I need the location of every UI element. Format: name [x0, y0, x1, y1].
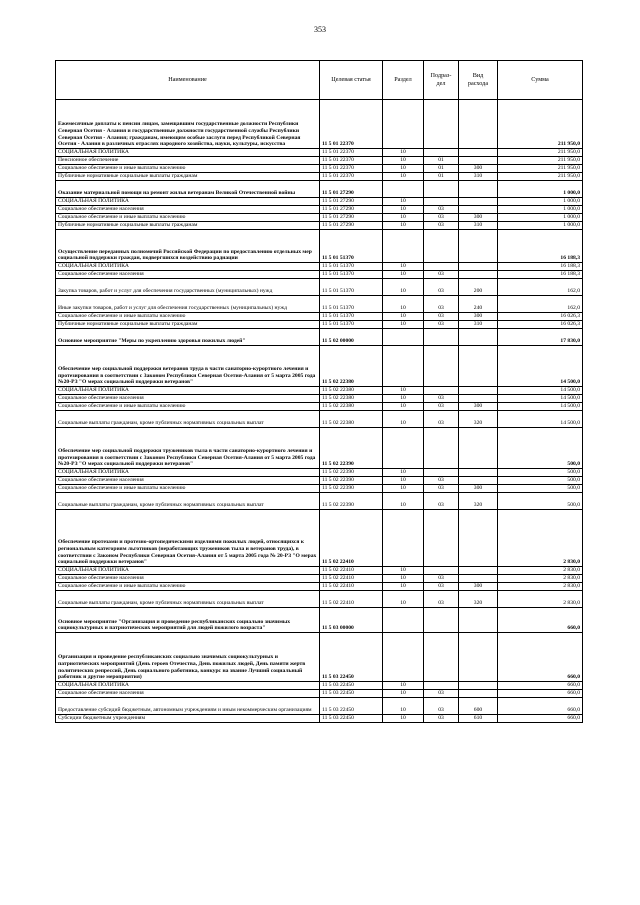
- cell-amount: 660,0: [498, 698, 583, 715]
- cell-target-code: 11 5 03 22450: [320, 633, 383, 682]
- cell-subsection: 01: [424, 173, 459, 181]
- cell-amount: 211 950,0: [498, 165, 583, 173]
- cell-section: [383, 510, 424, 567]
- cell-section: 10: [383, 469, 424, 477]
- cell-amount: 660,0: [498, 633, 583, 682]
- cell-section: [383, 100, 424, 149]
- table-row: [56, 157, 583, 165]
- cell-expense-type: [459, 387, 498, 395]
- cell-section: 10: [383, 698, 424, 715]
- cell-amount: 500,0: [498, 428, 583, 469]
- cell-section: 10: [383, 206, 424, 214]
- cell-target-code: 11 5 02 22380: [320, 411, 383, 428]
- header-name: Наименование: [56, 61, 320, 100]
- cell-section: 10: [383, 313, 424, 321]
- cell-section: 10: [383, 263, 424, 271]
- cell-target-code: 11 5 02 22390: [320, 469, 383, 477]
- table-row: [56, 510, 583, 567]
- table-row: [56, 567, 583, 575]
- cell-subsection: 03: [424, 395, 459, 403]
- table-row: [56, 296, 583, 313]
- cell-name: Осуществление переданных полномочий Российской Федерации по предоставлению отдельных мер социальной поддержки граждан, подвергшихся воздействию радиации: [56, 230, 320, 263]
- table-row: [56, 346, 583, 387]
- cell-target-code: 11 5 03 22450: [320, 698, 383, 715]
- cell-amount: 2 830,0: [498, 591, 583, 608]
- cell-expense-type: [459, 206, 498, 214]
- cell-subsection: [424, 387, 459, 395]
- cell-target-code: 11 5 01 51370: [320, 263, 383, 271]
- cell-amount: 660,0: [498, 715, 583, 723]
- cell-section: [383, 230, 424, 263]
- table-row: [56, 149, 583, 157]
- cell-expense-type: [459, 682, 498, 690]
- cell-expense-type: [459, 633, 498, 682]
- cell-amount: 500,0: [498, 485, 583, 493]
- cell-target-code: 11 5 01 22370: [320, 100, 383, 149]
- cell-name: Обеспечение мер социальной поддержки ветеранов труда в части санаторно-курортного лечения и протезирования в соответствии с Законом Республики Северная Осетия-Алания от 5 марта 2005 года №20-РЗ "О мерах социальной поддержки ветеранов": [56, 346, 320, 387]
- cell-name: Социальное обеспечение населения: [56, 271, 320, 279]
- cell-target-code: 11 5 01 51370: [320, 296, 383, 313]
- cell-name: Социальное обеспечение населения: [56, 690, 320, 698]
- cell-subsection: 03: [424, 222, 459, 230]
- table-row: [56, 575, 583, 583]
- cell-name: Закупка товаров, работ и услуг для обеспечения государственных (муниципальных) нужд: [56, 279, 320, 296]
- cell-section: 10: [383, 279, 424, 296]
- cell-amount: 14 500,0: [498, 403, 583, 411]
- cell-section: 10: [383, 271, 424, 279]
- cell-target-code: 11 5 02 22390: [320, 477, 383, 485]
- table-row: [56, 682, 583, 690]
- cell-subsection: 03: [424, 698, 459, 715]
- cell-subsection: [424, 149, 459, 157]
- cell-expense-type: [459, 271, 498, 279]
- cell-subsection: [424, 428, 459, 469]
- cell-subsection: 03: [424, 690, 459, 698]
- cell-amount: 500,0: [498, 477, 583, 485]
- cell-expense-type: 320: [459, 591, 498, 608]
- cell-subsection: [424, 198, 459, 206]
- cell-subsection: 03: [424, 411, 459, 428]
- cell-amount: 17 830,0: [498, 329, 583, 346]
- cell-name: Основное мероприятие "Меры по укреплению здоровья пожилых людей": [56, 329, 320, 346]
- table-row: [56, 469, 583, 477]
- cell-section: [383, 181, 424, 198]
- cell-name: Социальное обеспечение и иные выплаты населению: [56, 214, 320, 222]
- cell-subsection: 03: [424, 296, 459, 313]
- cell-expense-type: 310: [459, 321, 498, 329]
- table-row: [56, 100, 583, 149]
- cell-name: Социальное обеспечение населения: [56, 477, 320, 485]
- cell-expense-type: 300: [459, 313, 498, 321]
- table-row: [56, 321, 583, 329]
- cell-expense-type: 300: [459, 403, 498, 411]
- cell-section: 10: [383, 575, 424, 583]
- cell-target-code: 11 5 01 27290: [320, 206, 383, 214]
- cell-expense-type: [459, 575, 498, 583]
- cell-target-code: 11 5 02 22410: [320, 583, 383, 591]
- cell-section: 10: [383, 411, 424, 428]
- cell-name: Социальное обеспечение населения: [56, 575, 320, 583]
- cell-expense-type: 320: [459, 493, 498, 510]
- cell-section: 10: [383, 198, 424, 206]
- cell-section: 10: [383, 682, 424, 690]
- cell-target-code: 11 5 01 51370: [320, 271, 383, 279]
- cell-expense-type: [459, 100, 498, 149]
- cell-section: 10: [383, 715, 424, 723]
- cell-name: СОЦИАЛЬНАЯ ПОЛИТИКА: [56, 682, 320, 690]
- cell-subsection: [424, 263, 459, 271]
- table-row: [56, 493, 583, 510]
- cell-expense-type: 600: [459, 698, 498, 715]
- cell-amount: 16 026,3: [498, 313, 583, 321]
- cell-section: 10: [383, 387, 424, 395]
- cell-target-code: 11 5 03 22450: [320, 682, 383, 690]
- cell-subsection: [424, 346, 459, 387]
- cell-subsection: 03: [424, 271, 459, 279]
- cell-amount: 211 950,0: [498, 157, 583, 165]
- cell-name: Предоставление субсидий бюджетным, автономным учреждениям и иным некоммерческим организациям: [56, 698, 320, 715]
- cell-subsection: [424, 230, 459, 263]
- cell-amount: 211 950,0: [498, 173, 583, 181]
- cell-subsection: 03: [424, 321, 459, 329]
- table-body: [56, 100, 583, 723]
- cell-section: [383, 428, 424, 469]
- cell-section: [383, 346, 424, 387]
- cell-amount: 2 830,0: [498, 575, 583, 583]
- cell-name: Организация и проведение республиканских социально значимых социокультурных и патриотических мероприятий (День героев Отечества, День пожилых людей, День памяти жертв политических репрессий, День социального работника, конкурс на звание Лучший социальный работник и другие мероприятия): [56, 633, 320, 682]
- cell-expense-type: 300: [459, 583, 498, 591]
- cell-target-code: 11 5 02 22390: [320, 493, 383, 510]
- cell-target-code: 11 5 01 22370: [320, 149, 383, 157]
- cell-amount: 14 500,0: [498, 411, 583, 428]
- cell-target-code: 11 5 01 27290: [320, 181, 383, 198]
- cell-amount: 16 188,3: [498, 230, 583, 263]
- cell-name: Обеспечение мер социальной поддержки тружеников тыла в части санаторно-курортного лечения и протезирования в соответствии с Законом Республики Северная Осетия-Алания от 5 марта 2005 года №20-РЗ "О мерах социальной поддержки ветеранов": [56, 428, 320, 469]
- cell-amount: 16 188,3: [498, 263, 583, 271]
- cell-target-code: 11 5 01 51370: [320, 230, 383, 263]
- cell-section: 10: [383, 485, 424, 493]
- page-number: 353: [314, 25, 326, 34]
- cell-name: Иные закупки товаров, работ и услуг для обеспечения государственных (муниципальных) нужд: [56, 296, 320, 313]
- cell-target-code: 11 5 03 22450: [320, 690, 383, 698]
- cell-name: СОЦИАЛЬНАЯ ПОЛИТИКА: [56, 149, 320, 157]
- cell-expense-type: 610: [459, 715, 498, 723]
- cell-section: 10: [383, 690, 424, 698]
- table-row: [56, 485, 583, 493]
- cell-amount: 211 950,0: [498, 100, 583, 149]
- cell-target-code: 11 5 02 22380: [320, 403, 383, 411]
- cell-amount: 500,0: [498, 493, 583, 510]
- table-row: [56, 222, 583, 230]
- cell-expense-type: [459, 230, 498, 263]
- cell-section: 10: [383, 493, 424, 510]
- header-subsection: Подраз- дел: [424, 61, 459, 100]
- cell-subsection: 03: [424, 313, 459, 321]
- table-row: [56, 428, 583, 469]
- cell-section: 10: [383, 149, 424, 157]
- cell-expense-type: 300: [459, 485, 498, 493]
- cell-amount: 14 500,0: [498, 346, 583, 387]
- table-row: [56, 591, 583, 608]
- table-row: [56, 403, 583, 411]
- cell-target-code: 11 5 01 27290: [320, 214, 383, 222]
- cell-subsection: [424, 510, 459, 567]
- cell-expense-type: [459, 510, 498, 567]
- cell-name: Социальное обеспечение населения: [56, 206, 320, 214]
- cell-name: Публичные нормативные социальные выплаты гражданам: [56, 173, 320, 181]
- cell-target-code: 11 5 02 22390: [320, 485, 383, 493]
- cell-name: Пенсионное обеспечение: [56, 157, 320, 165]
- cell-subsection: 03: [424, 583, 459, 591]
- cell-name: Социальное обеспечение и иные выплаты населению: [56, 485, 320, 493]
- cell-amount: 660,0: [498, 690, 583, 698]
- cell-amount: 162,0: [498, 296, 583, 313]
- cell-name: Ежемесячные доплаты к пенсии лицам, замещавшим государственные должности Республики Северная Осетия - Алания и государственные должности государственной службы Республики Северная Осетия - Алания; гражданам, имеющим особые заслуги перед Республикой Северная Осетия - Алания в различных отраслях народного хозяйства, науки, культуры, искусства: [56, 100, 320, 149]
- cell-target-code: 11 5 01 22370: [320, 165, 383, 173]
- table-row: [56, 173, 583, 181]
- cell-section: [383, 608, 424, 633]
- header-code: Целевая статья: [320, 61, 383, 100]
- cell-section: 10: [383, 583, 424, 591]
- cell-subsection: 01: [424, 157, 459, 165]
- cell-expense-type: [459, 608, 498, 633]
- cell-name: Социальные выплаты гражданам, кроме публичных нормативных социальных выплат: [56, 591, 320, 608]
- cell-subsection: [424, 567, 459, 575]
- cell-name: Социальные выплаты гражданам, кроме публичных нормативных социальных выплат: [56, 493, 320, 510]
- cell-expense-type: 200: [459, 279, 498, 296]
- cell-target-code: 11 5 01 51370: [320, 279, 383, 296]
- cell-amount: 660,0: [498, 608, 583, 633]
- cell-target-code: 11 5 02 22410: [320, 591, 383, 608]
- cell-section: 10: [383, 403, 424, 411]
- cell-subsection: 03: [424, 485, 459, 493]
- cell-expense-type: [459, 157, 498, 165]
- cell-target-code: 11 5 02 22410: [320, 575, 383, 583]
- cell-section: 10: [383, 477, 424, 485]
- table-header-row: [56, 61, 583, 100]
- cell-target-code: 11 5 02 22390: [320, 428, 383, 469]
- cell-target-code: 11 5 01 22370: [320, 173, 383, 181]
- cell-expense-type: [459, 428, 498, 469]
- cell-section: 10: [383, 157, 424, 165]
- cell-target-code: 11 5 03 22450: [320, 715, 383, 723]
- cell-expense-type: [459, 198, 498, 206]
- cell-expense-type: [459, 690, 498, 698]
- header-amount: Сумма: [498, 61, 583, 100]
- cell-subsection: 03: [424, 591, 459, 608]
- cell-amount: 1 000,0: [498, 198, 583, 206]
- cell-name: Социальное обеспечение населения: [56, 395, 320, 403]
- cell-target-code: 11 5 01 27290: [320, 198, 383, 206]
- cell-name: Социальные выплаты гражданам, кроме публичных нормативных социальных выплат: [56, 411, 320, 428]
- cell-name: СОЦИАЛЬНАЯ ПОЛИТИКА: [56, 469, 320, 477]
- cell-amount: 2 830,0: [498, 583, 583, 591]
- table-row: [56, 387, 583, 395]
- cell-name: Социальное обеспечение и иные выплаты населению: [56, 403, 320, 411]
- header-expense: Вид расхода: [459, 61, 498, 100]
- cell-subsection: [424, 100, 459, 149]
- cell-section: [383, 633, 424, 682]
- cell-subsection: [424, 469, 459, 477]
- cell-target-code: 11 5 03 00000: [320, 608, 383, 633]
- table-row: [56, 583, 583, 591]
- cell-name: Обеспечение протезами и протезно-ортопедическими изделиями пожилых людей, относящихся к региональным категориям льготников (неработающих тружеников тыла и ветеранов труда), в соответствии с Законом Республики Северная Осетия-Алания от 5 марта 2005 года № 20-РЗ "О мерах социальной поддержки ветеранов": [56, 510, 320, 567]
- cell-name: Публичные нормативные социальные выплаты гражданам: [56, 321, 320, 329]
- table-row: [56, 395, 583, 403]
- cell-subsection: 03: [424, 575, 459, 583]
- cell-name: СОЦИАЛЬНАЯ ПОЛИТИКА: [56, 198, 320, 206]
- cell-target-code: 11 5 01 51370: [320, 321, 383, 329]
- cell-expense-type: [459, 469, 498, 477]
- table-row: [56, 477, 583, 485]
- cell-amount: 1 000,0: [498, 214, 583, 222]
- cell-section: 10: [383, 296, 424, 313]
- cell-section: 10: [383, 214, 424, 222]
- cell-section: 10: [383, 395, 424, 403]
- cell-name: СОЦИАЛЬНАЯ ПОЛИТИКА: [56, 263, 320, 271]
- table-row: [56, 165, 583, 173]
- cell-amount: 16 188,3: [498, 271, 583, 279]
- table-row: [56, 633, 583, 682]
- cell-expense-type: 310: [459, 222, 498, 230]
- cell-name: Основное мероприятие "Организация и проведение республиканских социально значимых социокультурных и патриотических мероприятий для людей пожилого возраста": [56, 608, 320, 633]
- cell-section: 10: [383, 591, 424, 608]
- cell-target-code: 11 5 01 22370: [320, 157, 383, 165]
- cell-target-code: 11 5 02 22380: [320, 346, 383, 387]
- cell-amount: 16 026,3: [498, 321, 583, 329]
- cell-name: СОЦИАЛЬНАЯ ПОЛИТИКА: [56, 567, 320, 575]
- cell-subsection: 03: [424, 279, 459, 296]
- budget-table: [55, 60, 583, 723]
- cell-section: [383, 329, 424, 346]
- cell-subsection: [424, 608, 459, 633]
- cell-target-code: 11 5 02 22410: [320, 510, 383, 567]
- cell-name: Социальное обеспечение и иные выплаты населению: [56, 165, 320, 173]
- cell-section: 10: [383, 222, 424, 230]
- cell-amount: 1 000,0: [498, 222, 583, 230]
- table-row: [56, 279, 583, 296]
- table-row: [56, 206, 583, 214]
- cell-section: 10: [383, 165, 424, 173]
- cell-subsection: [424, 329, 459, 346]
- cell-expense-type: 320: [459, 411, 498, 428]
- cell-section: 10: [383, 567, 424, 575]
- cell-name: Социальное обеспечение и иные выплаты населению: [56, 313, 320, 321]
- cell-name: Публичные нормативные социальные выплаты гражданам: [56, 222, 320, 230]
- cell-expense-type: [459, 346, 498, 387]
- cell-section: 10: [383, 173, 424, 181]
- cell-section: 10: [383, 321, 424, 329]
- cell-name: Социальное обеспечение и иные выплаты населению: [56, 583, 320, 591]
- cell-expense-type: [459, 329, 498, 346]
- cell-name: Субсидии бюджетным учреждениям: [56, 715, 320, 723]
- cell-amount: 660,0: [498, 682, 583, 690]
- cell-target-code: 11 5 02 22410: [320, 567, 383, 575]
- table-row: [56, 329, 583, 346]
- cell-name: Оказание материальной помощи на ремонт жилья ветеранам Великой Отечественной войны: [56, 181, 320, 198]
- cell-target-code: 11 5 02 22380: [320, 387, 383, 395]
- table-row: [56, 181, 583, 198]
- table-row: [56, 715, 583, 723]
- cell-subsection: 03: [424, 206, 459, 214]
- cell-amount: 1 000,0: [498, 181, 583, 198]
- cell-expense-type: [459, 477, 498, 485]
- cell-subsection: 03: [424, 214, 459, 222]
- table-row: [56, 313, 583, 321]
- cell-subsection: 03: [424, 493, 459, 510]
- cell-name: СОЦИАЛЬНАЯ ПОЛИТИКА: [56, 387, 320, 395]
- cell-subsection: 01: [424, 165, 459, 173]
- cell-expense-type: [459, 395, 498, 403]
- cell-subsection: [424, 181, 459, 198]
- cell-expense-type: 300: [459, 165, 498, 173]
- cell-target-code: 11 5 01 27290: [320, 222, 383, 230]
- cell-subsection: 03: [424, 715, 459, 723]
- cell-expense-type: [459, 263, 498, 271]
- table-row: [56, 263, 583, 271]
- cell-subsection: 03: [424, 477, 459, 485]
- cell-amount: 14 500,0: [498, 395, 583, 403]
- cell-subsection: 03: [424, 403, 459, 411]
- table-row: [56, 230, 583, 263]
- cell-target-code: 11 5 02 22380: [320, 395, 383, 403]
- cell-amount: 162,0: [498, 279, 583, 296]
- cell-subsection: [424, 682, 459, 690]
- cell-amount: 14 500,0: [498, 387, 583, 395]
- cell-expense-type: 240: [459, 296, 498, 313]
- table-row: [56, 411, 583, 428]
- cell-amount: 2 830,0: [498, 567, 583, 575]
- cell-subsection: [424, 633, 459, 682]
- cell-expense-type: [459, 567, 498, 575]
- cell-target-code: 11 5 02 00000: [320, 329, 383, 346]
- cell-expense-type: 300: [459, 214, 498, 222]
- table-row: [56, 690, 583, 698]
- table-row: [56, 698, 583, 715]
- cell-amount: 211 950,0: [498, 149, 583, 157]
- cell-amount: 2 830,0: [498, 510, 583, 567]
- table-row: [56, 214, 583, 222]
- table-row: [56, 608, 583, 633]
- table-row: [56, 198, 583, 206]
- cell-expense-type: [459, 149, 498, 157]
- cell-expense-type: [459, 181, 498, 198]
- header-section: Раздел: [383, 61, 424, 100]
- cell-amount: 1 000,0: [498, 206, 583, 214]
- cell-expense-type: 310: [459, 173, 498, 181]
- table-row: [56, 271, 583, 279]
- cell-amount: 500,0: [498, 469, 583, 477]
- cell-target-code: 11 5 01 51370: [320, 313, 383, 321]
